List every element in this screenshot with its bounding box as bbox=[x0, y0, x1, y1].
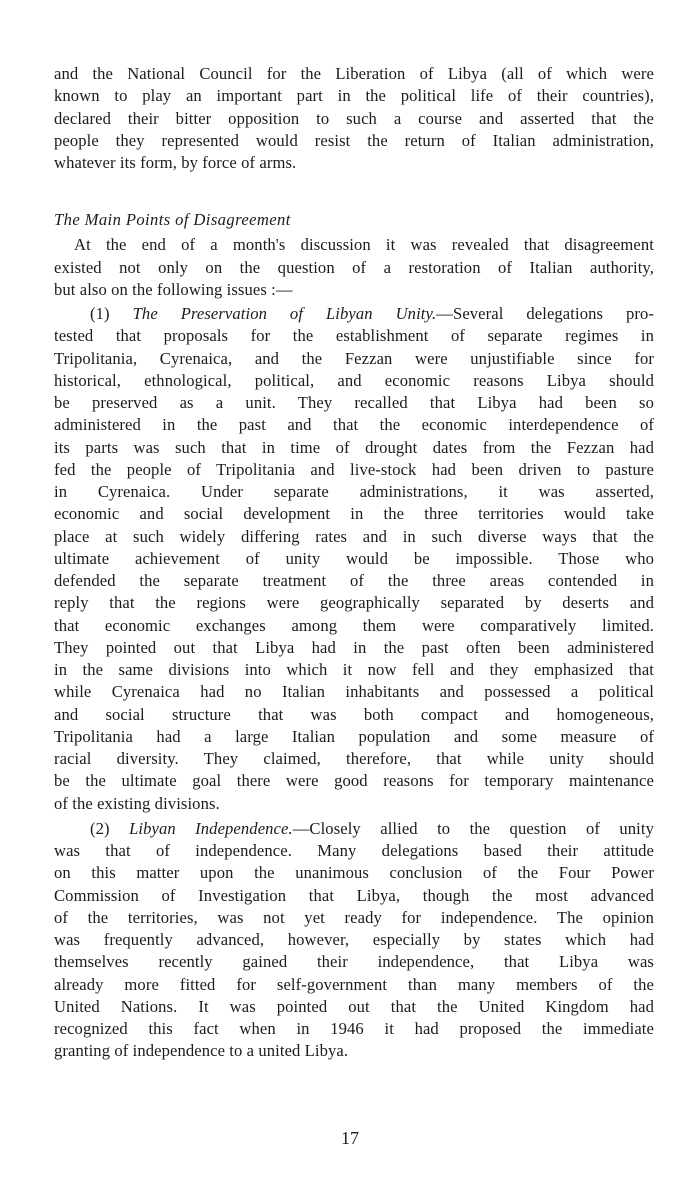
text-line: administered in the past and that the economic interdependence of bbox=[54, 415, 654, 435]
text-line: on this matter upon the unanimous conclusion of the Four Power bbox=[54, 863, 654, 883]
intro-paragraph bbox=[54, 63, 654, 174]
text-line: but also on the following issues :— bbox=[54, 279, 293, 299]
text-line: place at such widely differing rates and in such diverse ways that the bbox=[54, 526, 654, 546]
text-line: At the end of a month's discussion it was revealed that disagreement bbox=[74, 235, 654, 255]
text-line: while Cyrenaica had no Italian inhabitants and possessed a political bbox=[54, 682, 654, 702]
text-line: defended the separate treatment of the three areas contended in bbox=[54, 571, 654, 590]
text-line: whatever its form, by force of arms. bbox=[54, 153, 297, 172]
text-line: United Nations. It was pointed out that the United Kingdom had bbox=[54, 996, 654, 1016]
text-line: of the territories, was not yet ready for independence. The opinion bbox=[54, 907, 654, 927]
text-line: in the same divisions into which it now fell and they emphasized that bbox=[54, 660, 654, 679]
text-line: themselves recently gained their independence, that Libya was bbox=[54, 952, 654, 972]
text-line: economic and social development in the three territories would take bbox=[54, 504, 654, 524]
text-line: that economic exchanges among them were comparatively limited. bbox=[54, 615, 654, 635]
text-line: known to play an important part in the political life of their countries), bbox=[54, 86, 654, 106]
text-line: people they represented would resist the return of Italian administration, bbox=[54, 130, 654, 150]
text-line: was that of independence. Many delegations based their attitude bbox=[54, 841, 654, 860]
text-line: and the National Council for the Liberation of Libya (all of which were bbox=[54, 64, 654, 83]
page-number: 17 bbox=[341, 1128, 359, 1148]
text-line: granting of independence to a united Libya. bbox=[54, 1041, 349, 1061]
paragraph-discussion bbox=[54, 234, 654, 301]
text-line: reply that the regions were geographically separated by deserts and bbox=[54, 593, 654, 613]
text-line: Tripolitania had a large Italian population and some measure of bbox=[54, 726, 654, 746]
item-libyan-unity bbox=[54, 303, 654, 815]
item-title: The Preservation of Libyan Unity. bbox=[132, 304, 437, 323]
item-text: —Closely allied to the question of unity bbox=[292, 818, 654, 838]
item-number: (2) bbox=[90, 818, 110, 838]
item-first-line bbox=[54, 818, 654, 840]
text-line: ultimate achievement of unity would be impossible. Those who bbox=[54, 548, 654, 568]
text-line: its parts was such that in time of drought dates from the Fezzan had bbox=[54, 437, 654, 457]
text-line: already more fitted for self-government than many members of the bbox=[54, 974, 654, 994]
text-line: declared their bitter opposition to such a course and asserted that the bbox=[54, 108, 654, 128]
item-number: (1) bbox=[90, 304, 110, 323]
text-line: was frequently advanced, however, especially by states which had bbox=[54, 930, 654, 949]
text-line: fed the people of Tripolitania and live-stock had been driven to pasture bbox=[54, 459, 654, 479]
item-title: Libyan Independence. bbox=[129, 818, 293, 838]
text-line: tested that proposals for the establishment of separate regimes in bbox=[54, 326, 654, 346]
text-line: be preserved as a unit. They recalled that Libya had been so bbox=[54, 393, 654, 412]
item-text: —Several delegations pro- bbox=[436, 304, 655, 323]
text-line: be the ultimate goal there were good reasons for temporary maintenance bbox=[54, 771, 654, 791]
text-line: recognized this fact when in 1946 it had proposed the immediate bbox=[54, 1019, 654, 1038]
text-line: Commission of Investigation that Libya, though the most advanced bbox=[54, 885, 654, 905]
text-line: existed not only on the question of a restoration of Italian authority, bbox=[54, 257, 654, 277]
section-heading: The Main Points of Disagreement bbox=[54, 210, 291, 230]
text-line: Tripolitania, Cyrenaica, and the Fezzan were unjustifiable since for bbox=[54, 348, 654, 368]
item-first-line bbox=[54, 303, 654, 325]
text-line: They pointed out that Libya had in the past often been administered bbox=[54, 637, 654, 657]
text-line: of the existing divisions. bbox=[54, 793, 220, 813]
item-libyan-independence bbox=[54, 818, 654, 1063]
text-line: in Cyrenaica. Under separate administrations, it was asserted, bbox=[54, 482, 654, 501]
text-line: racial diversity. They claimed, therefore, that while unity should bbox=[54, 749, 654, 768]
text-line: and social structure that was both compact and homogeneous, bbox=[54, 704, 654, 724]
text-line: historical, ethnological, political, and economic reasons Libya should bbox=[54, 370, 654, 390]
